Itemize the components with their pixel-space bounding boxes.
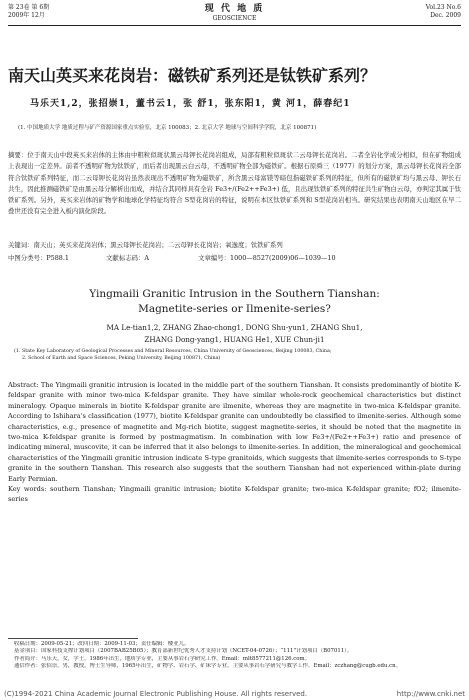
keywords-cn: 关键词：南天山；英买来花岗岩体；黑云母钾长花岗岩；二云母钾长花岗岩；氧逸度；钛铁矿系列 — [8, 241, 283, 249]
title-en-line-1: Yingmaili Granitic Intrusion in the Southern Tianshan: — [89, 288, 380, 300]
footnote-funding: 基金项目：国家科技支撑计划项目（2007BAB25B05）；教育部新世纪优秀人才支持计划（NCET-04-0726）；“111”计划项目（B07011）。 — [14, 648, 353, 655]
affiliations-en — [14, 349, 459, 362]
volume-issue-cn: 第 23卷 第 6期 — [8, 4, 50, 11]
header-center — [8, 4, 461, 22]
copyright-text: (C)1994-2021 China Academic Journal Electronic Publishing House. All rights reserved. — [4, 690, 308, 698]
article-number: 文章编号：1000—8527(2009)06—1039—10 — [198, 254, 336, 262]
affil-en-line-1: (1. State Key Laboratory of Geological Processes and Mineral Resources, China University of Geosciences, Beijing 100083, China; — [14, 349, 332, 354]
abstract-cn: 摘要：位于南天山中段英买来岩体的主体由中粗粒似斑状黑云母钾长花岗岩组成，局部有粗粒似斑状二云母钾长花岗岩。二者全岩化学成分相似，但在矿物组成上表现出一定差异。前者不透明矿物为钛铁矿，而后者出现黑云白云母，不透明矿物全部为磁铁矿。根据石原舜三（1977）的划分方案，黑云母钾长花岗岩全部符合钛铁矿系列特征，而二云母钾长花岗岩虽然表现出不透明矿物为磁铁矿，所含黑云母富镁等暗包指磁铁矿系列的特征，但所有的磁铁矿均与黑云母、钾长石共生，因此推测磁铁矿是由黑云母分解析出而成，并结合其同样具有全岩 Fe3+/(Fe2++Fe3+) 低，且出现钛铁矿系列的特征共生矿物白云母，亦判定其属于钛铁矿系列。另外，英买来岩体的矿物学和地球化学特征均符合 S型花岗岩的特征，说明在本区钛铁矿系列和 S型花岗岩相当。研究结果也表明南天山地区在早二叠世还没有完全进入板内演化阶段。 — [8, 151, 461, 216]
journal-name-en: GEOSCIENCE — [212, 15, 257, 22]
authors-en-line-1: MA Le-tian1,2, ZHANG Zhao-chong1, DONG Shu-yun1, ZHANG Shu1, — [106, 323, 363, 332]
title-en-line-2: Magnetite-series or Ilmenite-series? — [138, 303, 331, 315]
article-title-cn: 南天山英买来花岗岩：磁铁矿系列还是钛铁矿系列？ — [8, 66, 377, 85]
affil-en-line-2: 2. School of Earth and Space Sciences, Peking University, Beijing 100871, China) — [22, 355, 221, 361]
volume-issue-en: Vol.23 No.6 — [425, 4, 461, 11]
cnki-link[interactable]: http://www.cnki.net — [396, 690, 465, 698]
abstract-en — [8, 380, 461, 505]
header-right — [426, 4, 461, 20]
journal-name-cn: 现 代 地 质 — [204, 4, 265, 14]
affiliations-cn: (1. 中国地质大学 地质过程与矿产资源国家重点实验室，北京 100083；2. 北京大学 地球与空间科学学院，北京 100871) — [18, 125, 317, 131]
classification-line — [8, 254, 461, 263]
footnote-rule — [8, 638, 138, 639]
header-rule — [8, 25, 461, 26]
footnote-received: 收稿日期：2009-05-21；改回日期：2009-11-03；责任编辑：楼亚儿。 — [14, 641, 190, 647]
document-code: 文献标志码：A — [106, 254, 150, 262]
authors-en — [20, 322, 449, 345]
keywords-en: Key words: southern Tianshan; Yingmaili granitic intrusion; biotite K-feldspar granite; two-mica K-feldspar granite; fO2; ilmenite-series — [8, 485, 461, 504]
authors-cn: 马乐天1,2，张招崇1，董书云1，张 舒1，张东阳1，黄 河1，薛春纪1 — [30, 99, 351, 109]
article-title-en — [20, 287, 449, 317]
footnote-author-bio: 作者简介：马乐天，女，学士，1986年出生，地质学专业，主要从事岩石学研究工作。Email：mlt8577211@126.com。 — [14, 655, 311, 662]
running-header — [8, 4, 461, 26]
footnote-corresponding: 通信作者：张招崇，男，教授，博士生导师，1965年出生，矿物学、岩石学、矿床学专业，主要从事岩石学研究与教学工作。Email：zczhang@cugb.edu.cn。 — [14, 663, 402, 670]
authors-en-line-2: ZHANG Dong-yang1, HUANG He1, XUE Chun-ji1 — [144, 334, 325, 344]
abstract-en-body: Abstract: The Yingmaili granitic intrusion is located in the middle part of the southern Tianshan. It consists predominantly of biotite K-feldspar granite with minor two-mica K-feldspar granite. They have similar whole-rock geochemical characteristics but distinct mineralogy. Opaque minerals in biotite K-feldspar granite are ilmenite, whereas they are magnetite in two-mica K-feldspar granite. According to Ishihara's classification (1977), biotite K-feldspar granite can undoubtedly be classified to ilmenite-series. Although some characteristics, e.g., presence of magnetite and Mg-rich biotite, suggest magnetite-series, it should be noted that the magnetite in two-mica K-feldspar granite is formed by postmagmatism. In combination with low Fe3+/(Fe2++Fe3+) ratio and presence of indicating mineral, muscovite, it can be inferred that it also belongs to ilmenite-series. In addition, the mineralogical and geochemical characteristics of the Yingmaili granitic intrusion indicate S-type granitoids, which suggests that ilmenite-series corresponds to S-type granite in the southern Tianshan. This research also suggests that the southern Tianshan had not experienced within-plate during Early Permian. — [8, 381, 461, 483]
copyright-footer — [0, 688, 469, 700]
footnotes — [14, 641, 459, 671]
date-cn: 2009年 12月 — [8, 12, 45, 19]
date-en: Dec. 2009 — [430, 12, 461, 19]
clc-number: 中图分类号：P588.1 — [8, 254, 69, 262]
